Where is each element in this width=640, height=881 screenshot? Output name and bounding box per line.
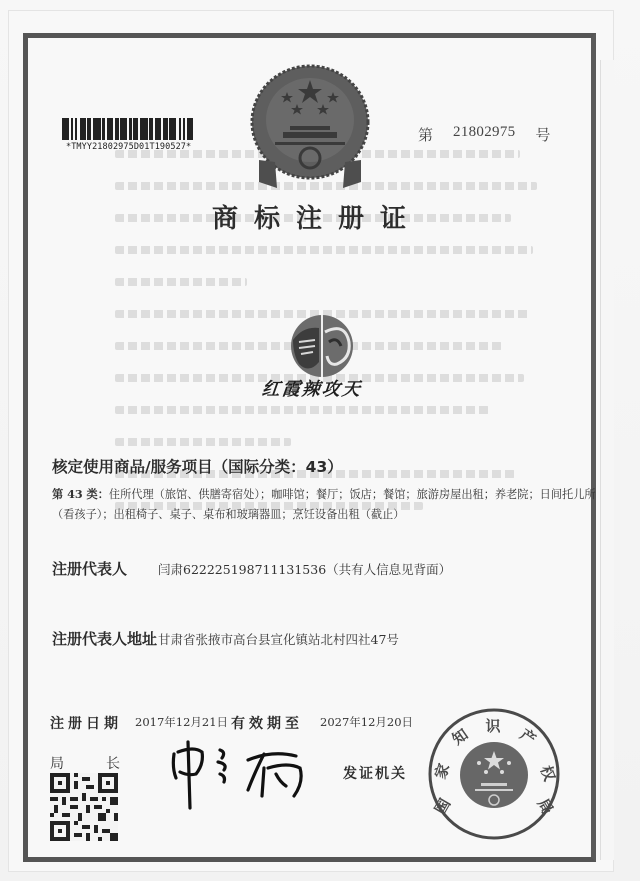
svg-text:国: 国 xyxy=(431,795,455,818)
address-value: 甘肃省张掖市高台县宣化镇站北村四社47号 xyxy=(158,632,399,647)
director-label xyxy=(50,753,120,773)
representative-value: 闫肃622225198711131536（共有人信息见背面） xyxy=(158,562,452,577)
qr-code-icon xyxy=(50,773,118,841)
svg-text:权: 权 xyxy=(536,763,559,784)
registration-number xyxy=(418,124,550,145)
certificate-title: 商标注册证 xyxy=(212,204,423,234)
trademark-text: 红霞辣攻天 xyxy=(260,379,363,400)
barcode-text: *TMYY21802975D01T190527* xyxy=(66,142,192,152)
director-label-right: 长 xyxy=(106,756,120,772)
valid-until-label: 有效期至 xyxy=(231,716,303,732)
svg-text:知: 知 xyxy=(448,725,472,749)
service-class-label: 第 43 类： xyxy=(52,487,109,501)
service-items: 住所代理（旅馆、供膳寄宿处）；咖啡馆；餐厅；饭店；餐馆；旅游房屋出租；养老院；日间托儿所（看孩子）；出租椅子、桌子、桌布和玻璃器皿；烹饪设备出租（截止） xyxy=(52,488,596,521)
issuer-label: 发证机关 xyxy=(343,766,407,782)
director-signature xyxy=(168,738,318,810)
registration-date-value: 2017年12月21日 xyxy=(135,715,229,729)
trademark-logo-icon xyxy=(285,312,360,384)
director-label-left: 局 xyxy=(50,756,64,772)
svg-text:识: 识 xyxy=(485,717,501,735)
representative-label: 注册代表人 xyxy=(52,560,128,578)
reg-number-value: 21802975 xyxy=(453,124,516,140)
valid-until-value: 2027年12月20日 xyxy=(320,715,414,729)
barcode xyxy=(62,118,212,152)
svg-text:家: 家 xyxy=(431,761,454,782)
national-emblem-icon xyxy=(247,62,373,190)
services-heading: 核定使用商品/服务项目（国际分类：43） xyxy=(52,458,343,476)
scan-edge-strip xyxy=(600,60,614,860)
svg-text:局: 局 xyxy=(533,795,557,818)
reg-number-suffix: 号 xyxy=(535,126,551,144)
svg-text:产: 产 xyxy=(516,725,540,749)
registration-date-label: 注册日期 xyxy=(50,716,122,732)
address-label: 注册代表人地址 xyxy=(52,630,158,648)
reg-number-prefix: 第 xyxy=(418,126,434,144)
services-list xyxy=(52,484,600,525)
official-seal-icon xyxy=(425,705,563,843)
barcode-icon xyxy=(62,118,207,140)
